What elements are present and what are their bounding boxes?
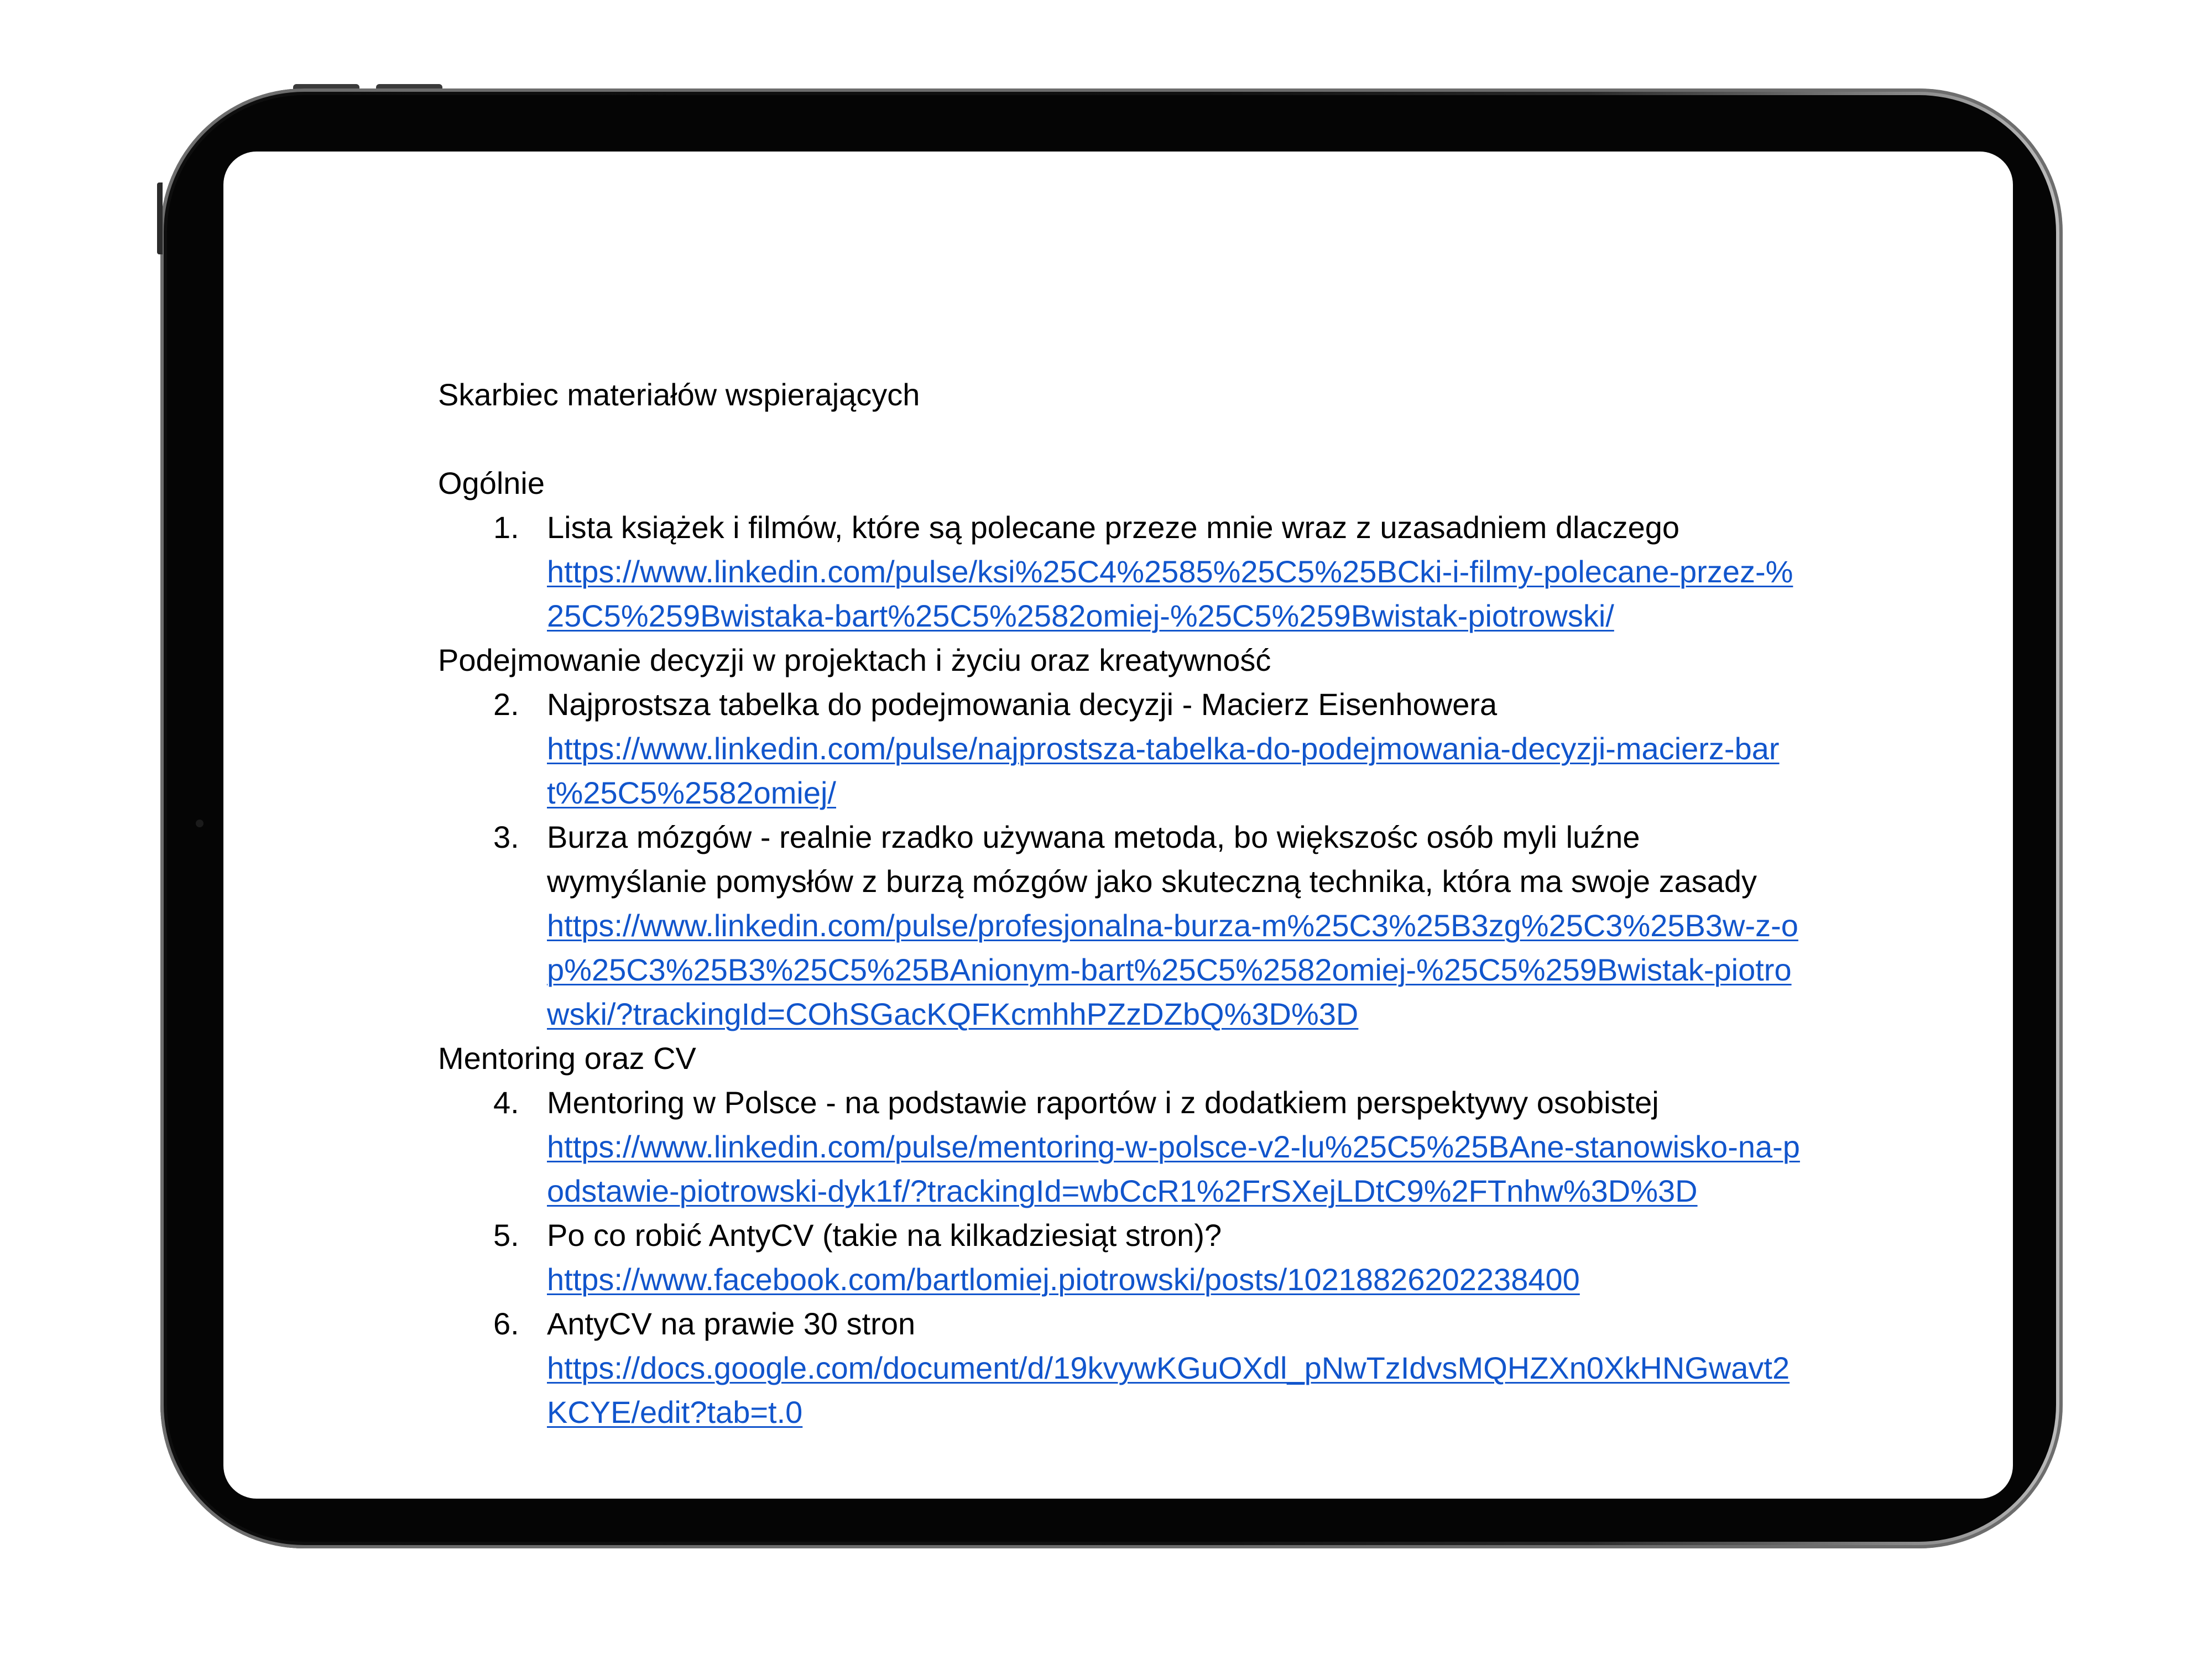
section-decisions	[438, 638, 1798, 1036]
list-item	[438, 815, 1802, 1036]
list-item	[438, 682, 1802, 815]
list-item-text: Lista książek i filmów, które są polecane przeze mnie wraz z uzasadniem dlaczego	[547, 510, 1680, 545]
list-item	[438, 1081, 1802, 1213]
tablet-frame	[160, 88, 2063, 1548]
section-mentoring	[438, 1036, 1800, 1434]
list-item-text: Burza mózgów - realnie rzadko używana metoda, bo większośc osób myli luźne wymyślanie pomysłów z burzą mózgów jako skuteczną technika, która ma swoje zasady	[547, 820, 1757, 899]
blank-line	[438, 417, 1793, 461]
list-item-link[interactable]: https://www.linkedin.com/pulse/ksi%25C4%2585%25C5%25BCki-i-filmy-polecane-przez-%25C5%259Bwistaka-bart%25C5%2582omiej-%25C5%259Bwistak-piotrowski/	[547, 554, 1793, 633]
tablet-bezel	[167, 95, 2056, 1542]
list-item-number: 2.	[493, 687, 519, 722]
section-general	[438, 461, 1793, 638]
list-item-number: 1.	[493, 510, 519, 545]
camera-icon	[196, 820, 204, 827]
list-item-number: 3.	[493, 820, 519, 854]
list-item-number: 5.	[493, 1218, 519, 1253]
list-item	[438, 505, 1802, 638]
section-heading: Podejmowanie decyzji w projektach i życiu oraz kreatywność	[438, 643, 1271, 677]
list-item-number: 6.	[493, 1306, 519, 1341]
list-item-text: Mentoring w Polsce - na podstawie raportów i z dodatkiem perspektywy osobistej	[547, 1085, 1659, 1120]
list-item	[438, 1213, 1802, 1302]
power-button	[157, 182, 163, 254]
list-item-link[interactable]: https://www.facebook.com/bartlomiej.piotrowski/posts/10218826202238400	[547, 1262, 1580, 1297]
list-item-link[interactable]: https://www.linkedin.com/pulse/profesjonalna-burza-m%25C3%25B3zg%25C3%25B3w-z-op%25C3%25B3%25C5%25BAnionym-bart%25C5%2582omiej-%25C5%259Bwistak-piotrowski/?trackingId=COhSGacKQFKcmhhPZzDZbQ%3D%3D	[547, 908, 1798, 1031]
list-item-link[interactable]: https://www.linkedin.com/pulse/mentoring-w-polsce-v2-lu%25C5%25BAne-stanowisko-na-podstawie-piotrowski-dyk1f/?trackingId=wbCcR1%2FrSXejLDtC9%2FTnhw%3D%3D	[547, 1129, 1800, 1208]
section-heading: Mentoring oraz CV	[438, 1041, 696, 1076]
list-item-number: 4.	[493, 1085, 519, 1120]
list-item-text: Po co robić AntyCV (takie na kilkadziesiąt stron)?	[547, 1218, 1222, 1253]
list-item-link[interactable]: https://docs.google.com/document/d/19kvywKGuOXdl_pNwTzIdvsMQHZXn0XkHNGwavt2KCYE/edit?tab=t.0	[547, 1350, 1790, 1430]
list-item	[438, 1302, 1802, 1434]
list-item-text: Najprostsza tabelka do podejmowania decyzji - Macierz Eisenhowera	[547, 687, 1498, 722]
document-title: Skarbiec materiałów wspierających	[438, 377, 920, 412]
document-body	[438, 373, 1800, 1434]
section-heading: Ogólnie	[438, 466, 545, 500]
list-item-text: AntyCV na prawie 30 stron	[547, 1306, 916, 1341]
tablet-screen	[223, 152, 2013, 1499]
list-item-link[interactable]: https://www.linkedin.com/pulse/najprostsza-tabelka-do-podejmowania-decyzji-macierz-bart%25C5%2582omiej/	[547, 731, 1780, 810]
